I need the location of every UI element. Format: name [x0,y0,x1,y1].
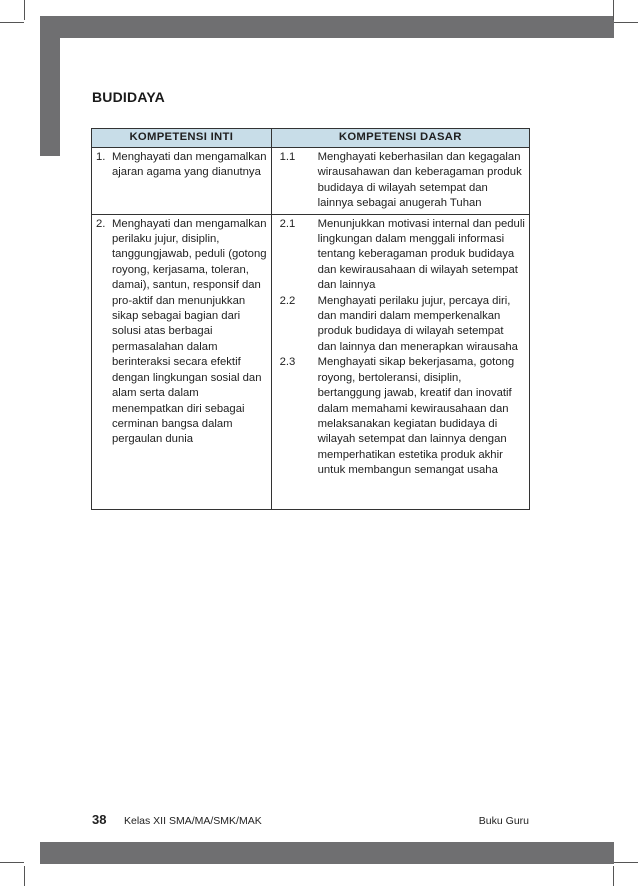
kd-number: 1.1 [279,151,296,163]
kd-text: Menghayati keberhasilan dan kegagalan wirausahawan dan keberagaman produk budidaya di wilayah setempat dan lainnya sebagai anugerah Tuhan [317,151,522,210]
kd-item [276,294,525,356]
crop-mark-tr-h [614,22,638,23]
kd-cell [271,214,529,509]
crop-mark-tr-v [613,0,614,20]
kd-number: 2.3 [279,356,296,369]
top-frame-bar [40,16,614,38]
ki-text: Menghayati dan mengamalkan perilaku jujur, disiplin, tanggungjawab, peduli (gotong royong, kerjasama, toleran, damai), santun, responsif dan pro-aktif dan menunjukkan sikap sebagai bagian dari solusi atas berbagai permasalahan dalam berinteraksi secara efektif dengan lingkungan sosial dan alam serta dalam menempatkan diri sebagai cerminan bangsa dalam pergaulan dunia [112,217,267,446]
left-frame-bar [40,16,60,156]
ki-text: Menghayati dan mengamalkan ajaran agama yang dianutnya [112,151,267,179]
section-title: BUDIDAYA [92,89,165,105]
crop-mark-tl-v [24,0,25,20]
kd-cell [271,148,529,215]
ki-cell [92,148,272,215]
bottom-frame-bar [40,842,614,864]
kd-text: Menunjukkan motivasi internal dan peduli lingkungan dalam menggali informasi tentang keberagaman produk budidaya dan kewirausahaan di wilayah setempat dan lainnya [317,217,525,292]
kd-number: 2.2 [279,294,296,307]
kd-item [276,217,525,294]
kd-text: Menghayati perilaku jujur, percaya diri, dan mandiri dalam memperkenalkan produk budidaya di wilayah setempat dan lainnya dan menerapkan wirausaha [317,294,518,353]
table-row [92,148,530,215]
crop-mark-tl-h [0,22,24,23]
crop-mark-bl-v [24,866,25,886]
header-kompetensi-inti: KOMPETENSI INTI [92,129,272,148]
kd-number: 2.1 [279,217,296,230]
competency-table [91,128,530,510]
table-row [92,214,530,509]
crop-mark-br-h [614,862,638,863]
page-number: 38 [92,812,107,827]
kd-item [276,150,525,212]
crop-mark-bl-h [0,862,24,863]
footer-book-type: Buku Guru [478,815,529,827]
ki-number: 2. [96,217,106,230]
ki-cell [92,214,272,509]
footer-book-title: Kelas XII SMA/MA/SMK/MAK [124,815,262,827]
header-kompetensi-dasar: KOMPETENSI DASAR [271,129,529,148]
crop-mark-br-v [613,866,614,886]
kd-text: Menghayati sikap bekerjasama, gotong royong, bertoleransi, disiplin, bertanggung jawab, kreatif dan inovatif dalam memahami kewirausahaan dan melaksanakan kegiatan budidaya di wilayah setempat dan lainnya dengan memperhatikan estetika produk akhir untuk membangun semangat usaha [317,356,515,477]
table-header-row [92,129,530,148]
kd-item [276,355,525,478]
ki-number: 1. [96,151,106,163]
